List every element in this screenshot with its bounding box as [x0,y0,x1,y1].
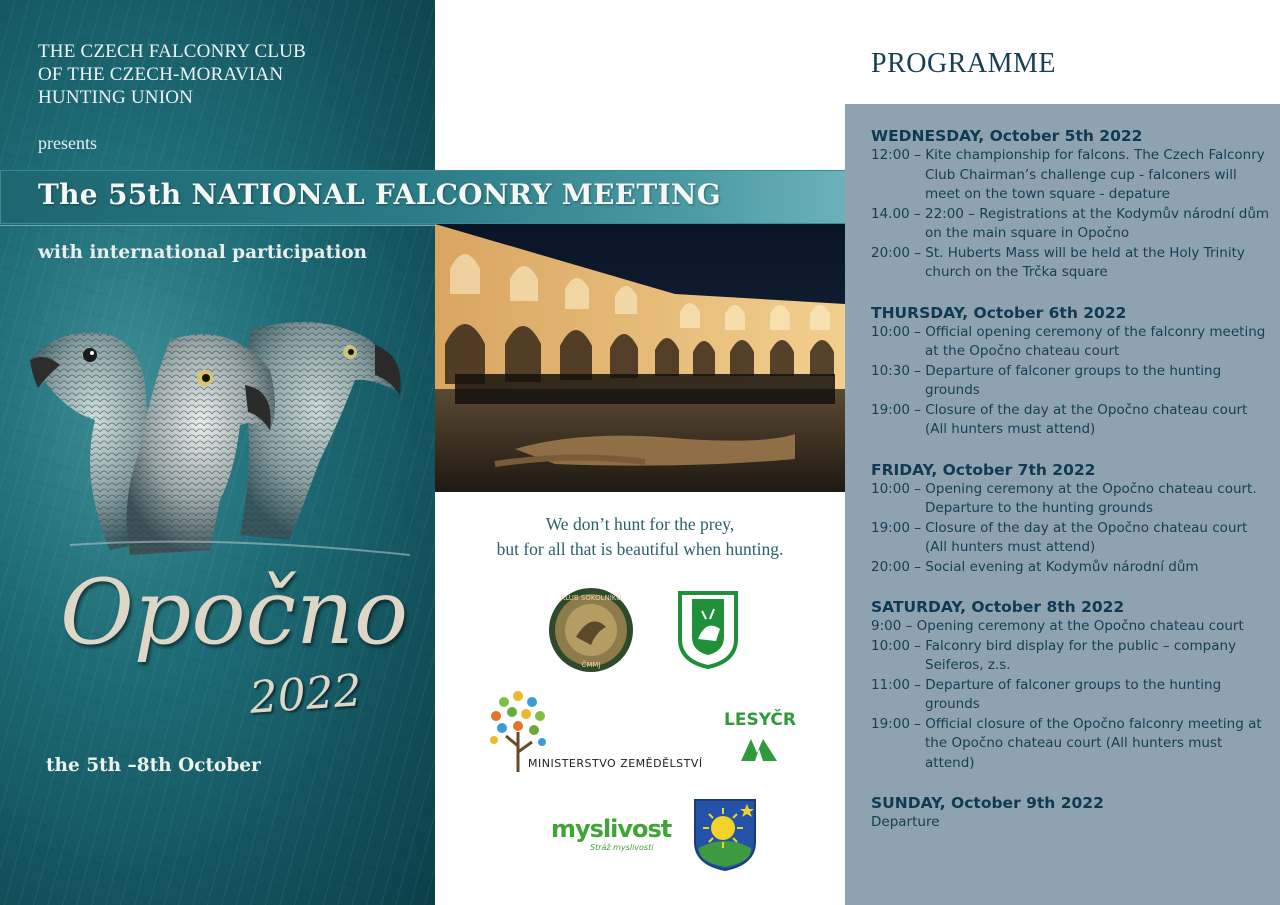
event-text: Departure of falconer groups to the hunting grounds [925,676,1222,712]
programme-event [871,323,1271,362]
day-heading: SUNDAY, October 9th 2022 [871,794,1104,812]
programme-event [871,401,1271,440]
programme-event [871,813,1271,833]
event-text: St. Huberts Mass will be held at the Holy Trinity church on the Trčka square [925,244,1245,280]
day-heading: SATURDAY, October 8th 2022 [871,598,1125,616]
organizer-line: OF THE CZECH-MORAVIAN [38,64,284,85]
programme-event [871,146,1271,205]
programme-event [871,205,1271,244]
event-text: Closure of the day at the Opočno chateau court (All hunters must attend) [925,401,1248,437]
programme-list [871,126,1271,853]
lesy-cr-label: LESYČR [724,710,796,730]
programme-title: PROGRAMME [871,48,1056,79]
lesy-cr-tree-icon [739,735,779,763]
programme-event [871,519,1271,558]
event-time: 10:30 – [871,362,921,379]
event-text: Opening ceremony at the Opočno chateau court [916,618,1244,634]
organizer-line: HUNTING UNION [38,87,194,108]
event-year: 2022 [248,665,364,724]
programme-day [871,126,1271,283]
programme-day [871,793,1271,833]
programme-event [871,715,1271,774]
organizer-block [38,40,306,109]
day-heading: THURSDAY, October 6th 2022 [871,303,1127,322]
programme-day [871,303,1271,440]
event-time: 10:00 – [871,323,921,340]
ministry-label: MINISTERSTVO ZEMĚDĚLSTVÍ [528,757,703,770]
event-text: Departure of falconer groups to the hunting grounds [925,362,1222,398]
falconry-club-logo [546,587,636,673]
event-time: 20:00 – [871,244,921,261]
programme-event [871,617,1271,637]
event-time: 11:00 – [871,676,921,693]
programme-event [871,558,1271,578]
opocno-coat-of-arms [693,798,757,872]
event-time: 9:00 – [871,618,913,634]
event-time: 10:00 – [871,637,921,654]
event-subtitle: with international participation [38,242,368,263]
presents-label: presents [38,133,97,153]
svg-text:ČMMJ: ČMMJ [581,661,601,669]
programme-day [871,460,1271,578]
motto-line: but for all that is beautiful when hunting. [496,539,784,559]
day-heading: WEDNESDAY, October 5th 2022 [871,127,1143,145]
programme-event [871,362,1271,401]
event-time: 19:00 – [871,519,921,536]
organizer-line: THE CZECH FALCONRY CLUB [38,41,306,62]
cmmj-logo [676,589,740,669]
event-time: 10:00 – [871,480,921,497]
svg-text:KLUB SOKOLNÍKŮ: KLUB SOKOLNÍKŮ [560,594,622,602]
town-name: Opočno [60,560,409,665]
event-text: Falconry bird display for the public – company Seiferos, z.s. [925,637,1237,673]
myslivost-logo: myslivost [551,815,672,843]
event-time: 12:00 – [871,147,921,163]
event-time: 14.00 – 22:00 – [871,205,975,222]
event-text: Registrations at the Kodymův národní dům on the main square in Opočno [925,205,1270,241]
event-time: 19:00 – [871,715,921,732]
motto-line: We don’t hunt for the prey, [545,514,735,534]
motto-quote [435,512,845,562]
programme-event [871,637,1271,676]
myslivost-tagline: Stráž myslivosti [590,843,654,852]
chateau-courtyard-photo [435,224,845,492]
event-text: Opening ceremony at the Opočno chateau court. Departure to the hunting grounds [925,480,1257,516]
event-dates: the 5th –8th October [46,755,261,776]
event-time: 19:00 – [871,401,921,418]
event-time: 20:00 – [871,558,921,575]
programme-event [871,244,1271,283]
event-text: Closure of the day at the Opočno chateau court (All hunters must attend) [925,519,1248,555]
programme-day [871,597,1271,773]
programme-event [871,676,1271,715]
event-text: Social evening at Kodymův národní dům [925,558,1199,575]
event-title: The 55th NATIONAL FALCONRY MEETING [38,178,722,211]
programme-event [871,480,1271,519]
event-text: Kite championship for falcons. The Czech Falconry Club Chairman’s challenge cup - falconers will meet on the town square - depature [925,147,1265,202]
event-text: Official opening ceremony of the falconry meeting at the Opočno chateau court [925,323,1266,359]
event-text: Official closure of the Opočno falconry meeting at the Opočno chateau court (All hunters must attend) [925,715,1262,771]
day-heading: FRIDAY, October 7th 2022 [871,460,1096,479]
event-text: Departure [871,814,940,830]
falcon-heads-illustration [20,300,420,560]
